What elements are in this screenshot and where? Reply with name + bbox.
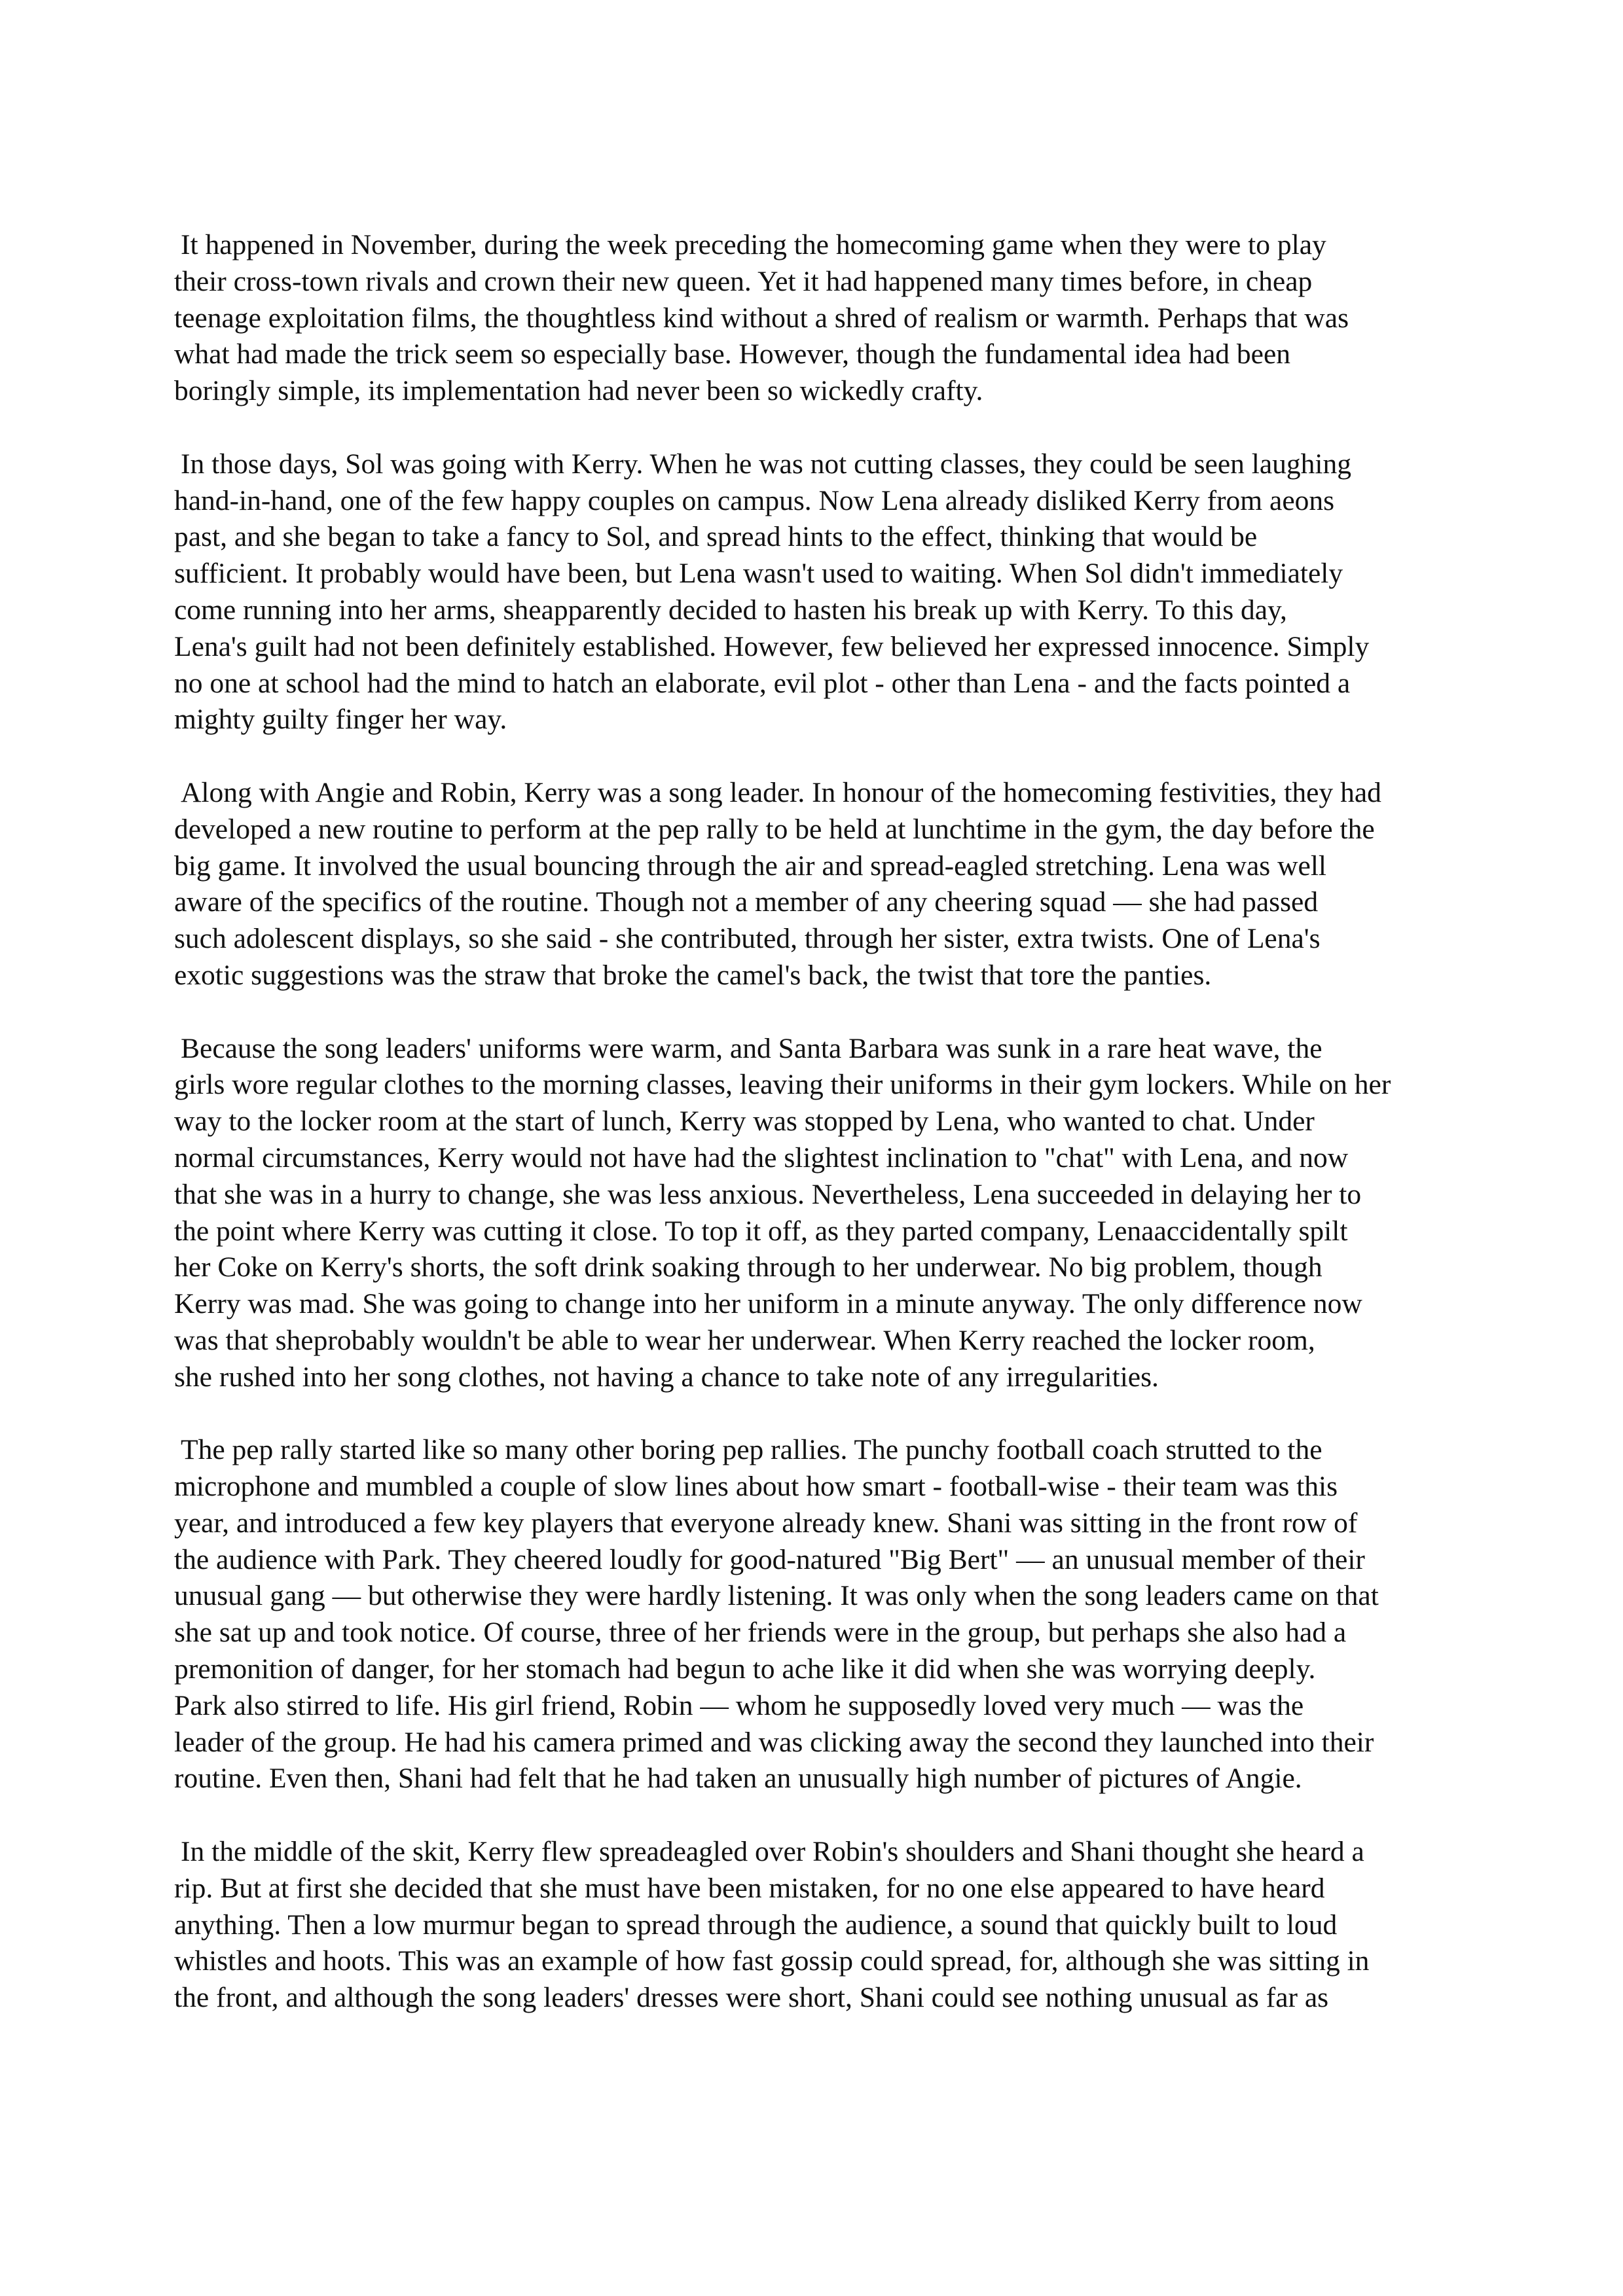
text-line: was that sheprobably wouldn't be able to wear her underwear. When Kerry reached the locker room, [174,1324,1315,1356]
text-line: premonition of danger, for her stomach had begun to ache like it did when she was worrying deeply. [174,1653,1316,1685]
text-line: girls wore regular clothes to the morning classes, leaving their uniforms in their gym lockers. While on her [174,1069,1391,1101]
text-line: past, and she began to take a fancy to Sol, and spread hints to the effect, thinking that would be [174,521,1258,553]
text-line: Lena's guilt had not been definitely established. However, few believed her expressed innocence. Simply [174,630,1370,662]
body-text [168,227,1470,2053]
text-line: such adolescent displays, so she said - she contributed, through her sister, extra twists. One of Lena's [174,923,1321,955]
text-line: hand-in-hand, one of the few happy couples on campus. Now Lena already disliked Kerry from aeons [174,484,1335,516]
text-line: no one at school had the mind to hatch an elaborate, evil plot - other than Lena - and the facts pointed a [174,667,1351,699]
paragraph-4 [168,1031,1470,1396]
text-line: boringly simple, its implementation had never been so wickedly crafty. [174,375,983,407]
text-line: unusual gang — but otherwise they were hardly listening. It was only when the song leaders came on that [174,1580,1379,1612]
text-line: her Coke on Kerry's shorts, the soft drink soaking through to her underwear. No big problem, though [174,1251,1322,1283]
text-line: come running into her arms, sheapparently decided to hasten his break up with Kerry. To this day, [174,594,1287,626]
text-line: It happened in November, during the week preceding the homecoming game when they were to play [181,229,1326,260]
text-line: aware of the specifics of the routine. Though not a member of any cheering squad — she had passed [174,886,1319,918]
paragraph-6 [168,1834,1470,2017]
paragraph-3 [168,775,1470,994]
text-line: that she was in a hurry to change, she was less anxious. Nevertheless, Lena succeeded in delaying her to [174,1178,1362,1210]
text-line: big game. It involved the usual bouncing through the air and spread-eagled stretching. Lena was well [174,850,1327,882]
text-line: the front, and although the song leaders' dresses were short, Shani could see nothing unusual as far as [174,1982,1329,2014]
text-line: routine. Even then, Shani had felt that he had taken an unusually high number of pictures of Angie. [174,1763,1302,1795]
text-line: Along with Angie and Robin, Kerry was a song leader. In honour of the homecoming festivities, they had [181,776,1381,808]
text-line: leader of the group. He had his camera primed and was clicking away the second they launched into their [174,1726,1374,1758]
text-line: developed a new routine to perform at the pep rally to be held at lunchtime in the gym, the day before the [174,813,1375,845]
text-line: Because the song leaders' uniforms were warm, and Santa Barbara was sunk in a rare heat wave, the [181,1032,1322,1064]
paragraph-1 [168,227,1470,410]
text-line: sufficient. It probably would have been, but Lena wasn't used to waiting. When Sol didn't immediately [174,558,1343,590]
text-line: teenage exploitation films, the thoughtless kind without a shred of realism or warmth. Perhaps that was [174,302,1349,334]
text-line: their cross-town rivals and crown their new queen. Yet it had happened many times before, in cheap [174,265,1313,297]
paragraph-2 [168,446,1470,738]
text-line: microphone and mumbled a couple of slow lines about how smart - football-wise - their team was this [174,1471,1338,1503]
text-line: year, and introduced a few key players that everyone already knew. Shani was sitting in the front row of [174,1507,1358,1539]
text-line: The pep rally started like so many other boring pep rallies. The punchy football coach strutted to the [181,1434,1322,1466]
text-line: the audience with Park. They cheered loudly for good-natured "Big Bert" — an unusual member of their [174,1543,1365,1575]
text-line: mighty guilty finger her way. [174,704,507,736]
text-line: she rushed into her song clothes, not having a chance to take note of any irregularities. [174,1361,1159,1393]
text-line: normal circumstances, Kerry would not have had the slightest inclination to "chat" with Lena, and now [174,1141,1349,1174]
text-line: exotic suggestions was the straw that broke the camel's back, the twist that tore the panties. [174,959,1212,991]
text-line: In the middle of the skit, Kerry flew spreadeagled over Robin's shoulders and Shani thought she heard a [181,1836,1364,1868]
paragraph-5 [168,1432,1470,1797]
text-line: she sat up and took notice. Of course, three of her friends were in the group, but perhaps she also had a [174,1617,1347,1649]
text-line: way to the locker room at the start of lunch, Kerry was stopped by Lena, who wanted to chat. Under [174,1105,1315,1138]
text-line: In those days, Sol was going with Kerry. When he was not cutting classes, they could be seen laughing [181,448,1351,480]
text-line: the point where Kerry was cutting it close. To top it off, as they parted company, Lenaaccidentally spilt [174,1215,1348,1247]
text-line: what had made the trick seem so especially base. However, though the fundamental idea had been [174,338,1291,370]
text-line: Park also stirred to life. His girl friend, Robin — whom he supposedly loved very much — was the [174,1689,1304,1721]
text-line: Kerry was mad. She was going to change into her uniform in a minute anyway. The only difference now [174,1288,1362,1320]
text-line: whistles and hoots. This was an example of how fast gossip could spread, for, although she was sitting in [174,1945,1370,1977]
text-line: anything. Then a low murmur began to spread through the audience, a sound that quickly built to loud [174,1909,1338,1941]
text-line: rip. But at first she decided that she must have been mistaken, for no one else appeared to have heard [174,1872,1325,1904]
